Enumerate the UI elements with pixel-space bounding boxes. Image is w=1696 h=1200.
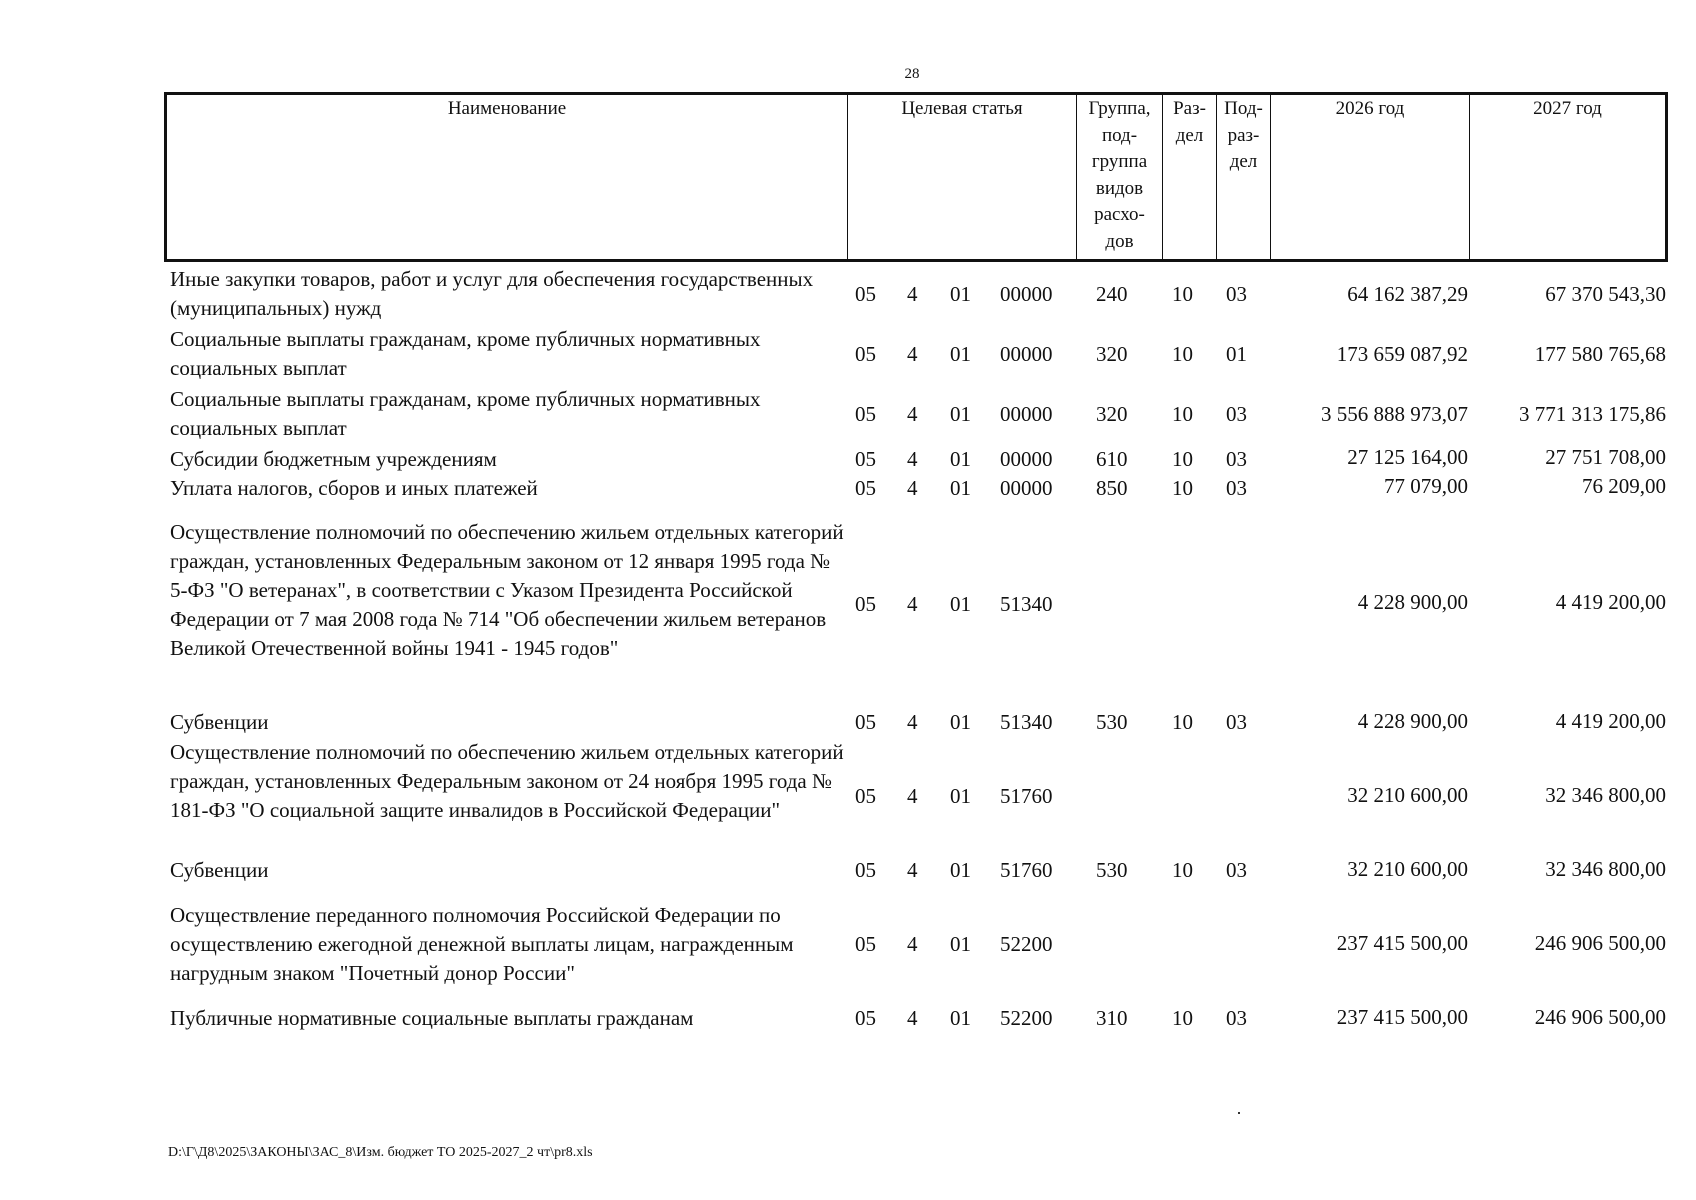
row-code-c: 01 [950, 784, 971, 808]
row-razdel: 10 [1172, 1006, 1193, 1030]
row-code-c: 01 [950, 932, 971, 956]
header-group-line: группа [1091, 151, 1148, 172]
row-code-d: 00000 [1000, 282, 1053, 306]
header-2026-label: 2026 год [1335, 98, 1405, 119]
header-target [847, 95, 1076, 259]
row-name: Субсидии бюджетным учреждениям [170, 447, 497, 471]
row-code-b: 4 [907, 710, 918, 734]
row-2026: 3 556 888 973,07 [1321, 402, 1468, 426]
row-code-a: 05 [855, 342, 876, 366]
header-group-line: Группа, [1088, 98, 1151, 119]
scan-dot [1238, 1112, 1240, 1114]
row-group: 320 [1096, 342, 1128, 366]
row-razdel: 10 [1172, 858, 1193, 882]
header-podrazdel-line: дел [1229, 151, 1258, 172]
row-podrazdel: 03 [1226, 858, 1247, 882]
row-code-a: 05 [855, 1006, 876, 1030]
header-name-label: Наименование [447, 98, 567, 119]
row-2026: 4 228 900,00 [1357, 590, 1468, 614]
row-code-c: 01 [950, 447, 971, 471]
row-name: Осуществление полномочий по обеспечению жильем отдельных категорий граждан, установленных Федеральным законом от 12 января 1995 года № 5-ФЗ "О ветеранах", в соответствии с Указом Президента Российской Федерации от 7 мая 2008 года № 714 "Об обеспечении жильем ветеранов Великой Отечественной войны 1941 - 1945 годов" [170, 520, 844, 660]
header-2027-label: 2027 год [1533, 98, 1602, 119]
row-podrazdel: 03 [1226, 476, 1247, 500]
row-2027: 27 751 708,00 [1545, 445, 1666, 469]
row-code-c: 01 [950, 476, 971, 500]
row-2027: 177 580 765,68 [1534, 342, 1666, 366]
row-2026: 32 210 600,00 [1347, 783, 1468, 807]
header-group-line: расхо- [1094, 204, 1145, 225]
row-2026: 237 415 500,00 [1336, 931, 1468, 955]
row-code-a: 05 [855, 858, 876, 882]
row-2027: 3 771 313 175,86 [1519, 402, 1666, 426]
row-code-a: 05 [855, 447, 876, 471]
row-2026: 77 079,00 [1384, 474, 1468, 498]
row-2026: 173 659 087,92 [1336, 342, 1468, 366]
header-group-line: под- [1101, 124, 1138, 146]
row-code-d: 52200 [1000, 932, 1053, 956]
row-code-a: 05 [855, 784, 876, 808]
row-2027: 32 346 800,00 [1545, 783, 1666, 807]
row-code-b: 4 [907, 282, 918, 306]
row-group: 320 [1096, 402, 1128, 426]
row-code-c: 01 [950, 342, 971, 366]
row-code-b: 4 [907, 1006, 918, 1030]
row-2027: 246 906 500,00 [1534, 1005, 1666, 1029]
header-group-line: видов [1095, 177, 1144, 199]
row-code-b: 4 [907, 402, 918, 426]
row-group: 530 [1096, 858, 1128, 882]
row-podrazdel: 03 [1226, 1006, 1247, 1030]
row-2027: 32 346 800,00 [1545, 857, 1666, 881]
row-podrazdel: 03 [1226, 282, 1247, 306]
row-code-d: 51760 [1000, 784, 1053, 808]
row-code-b: 4 [907, 592, 918, 616]
row-group: 310 [1096, 1006, 1128, 1030]
header-razdel-line: дел [1175, 124, 1204, 146]
row-razdel: 10 [1172, 447, 1193, 471]
header-name [167, 95, 847, 259]
row-code-d: 00000 [1000, 342, 1053, 366]
row-group: 850 [1096, 476, 1128, 500]
row-code-d: 51340 [1000, 710, 1053, 734]
row-code-c: 01 [950, 1006, 971, 1030]
row-code-a: 05 [855, 476, 876, 500]
row-name: Осуществление полномочий по обеспечению жильем отдельных категорий граждан, установленных Федеральным законом от 24 ноября 1995 года № 181-ФЗ "О социальной защите инвалидов в Российской Федерации" [170, 740, 844, 822]
header-2027 [1469, 95, 1665, 259]
row-code-c: 01 [950, 402, 971, 426]
row-name: Субвенции [170, 710, 269, 734]
row-razdel: 10 [1172, 282, 1193, 306]
row-group: 610 [1096, 447, 1128, 471]
row-code-b: 4 [907, 447, 918, 471]
row-name: Публичные нормативные социальные выплаты гражданам [170, 1006, 694, 1030]
row-2027: 76 209,00 [1582, 474, 1666, 498]
row-razdel: 10 [1172, 476, 1193, 500]
row-razdel: 10 [1172, 710, 1193, 734]
row-name: Осуществление переданного полномочия Российской Федерации по осуществлению ежегодной денежной выплаты лицам, награжденным нагрудным знаком "Почетный донор России" [170, 903, 794, 985]
row-2026: 64 162 387,29 [1347, 282, 1468, 306]
row-code-c: 01 [950, 282, 971, 306]
row-razdel: 10 [1172, 342, 1193, 366]
row-2026: 32 210 600,00 [1347, 857, 1468, 881]
row-group: 530 [1096, 710, 1128, 734]
row-podrazdel: 03 [1226, 710, 1247, 734]
row-2027: 4 419 200,00 [1555, 590, 1666, 614]
row-2026: 27 125 164,00 [1347, 445, 1468, 469]
row-name: Иные закупки товаров, работ и услуг для обеспечения государственных (муниципальных) нужд [170, 267, 814, 320]
row-name: Субвенции [170, 858, 269, 882]
table-header [164, 92, 1668, 262]
page-number: 28 [904, 66, 920, 82]
header-group [1076, 95, 1162, 259]
header-podrazdel [1216, 95, 1270, 259]
row-code-a: 05 [855, 282, 876, 306]
row-code-a: 05 [855, 932, 876, 956]
row-name: Социальные выплаты гражданам, кроме публичных нормативных социальных выплат [170, 387, 761, 440]
row-code-a: 05 [855, 592, 876, 616]
row-code-b: 4 [907, 342, 918, 366]
row-code-b: 4 [907, 476, 918, 500]
row-code-a: 05 [855, 710, 876, 734]
row-razdel: 10 [1172, 402, 1193, 426]
header-target-label: Целевая статья [901, 98, 1023, 119]
row-code-d: 52200 [1000, 1006, 1053, 1030]
row-2026: 237 415 500,00 [1336, 1005, 1468, 1029]
row-code-d: 00000 [1000, 402, 1053, 426]
row-group: 240 [1096, 282, 1128, 306]
row-code-d: 51340 [1000, 592, 1053, 616]
row-name: Уплата налогов, сборов и иных платежей [170, 476, 538, 500]
row-2027: 67 370 543,30 [1545, 282, 1666, 306]
row-code-b: 4 [907, 858, 918, 882]
header-group-line: дов [1105, 230, 1134, 252]
row-code-b: 4 [907, 784, 918, 808]
row-name: Социальные выплаты гражданам, кроме публичных нормативных социальных выплат [170, 327, 761, 380]
footer-file-path: D:\Г\Д8\2025\ЗАКОНЫ\ЗАС_8\Изм. бюджет ТО 2025-2027_2 чт\pr8.xls [168, 1145, 593, 1160]
row-2027: 246 906 500,00 [1534, 931, 1666, 955]
row-podrazdel: 03 [1226, 402, 1247, 426]
header-2026 [1270, 95, 1469, 259]
row-code-c: 01 [950, 858, 971, 882]
row-code-a: 05 [855, 402, 876, 426]
row-2026: 4 228 900,00 [1357, 709, 1468, 733]
row-code-c: 01 [950, 592, 971, 616]
header-razdel-line: Раз- [1173, 98, 1206, 119]
row-podrazdel: 03 [1226, 447, 1247, 471]
row-code-d: 51760 [1000, 858, 1053, 882]
header-razdel [1162, 95, 1216, 259]
row-code-d: 00000 [1000, 447, 1053, 471]
header-podrazdel-line: раз- [1227, 124, 1260, 146]
header-podrazdel-line: Под- [1224, 98, 1263, 119]
row-2027: 4 419 200,00 [1555, 709, 1666, 733]
row-code-d: 00000 [1000, 476, 1053, 500]
row-code-b: 4 [907, 932, 918, 956]
row-code-c: 01 [950, 710, 971, 734]
row-podrazdel: 01 [1226, 342, 1247, 366]
